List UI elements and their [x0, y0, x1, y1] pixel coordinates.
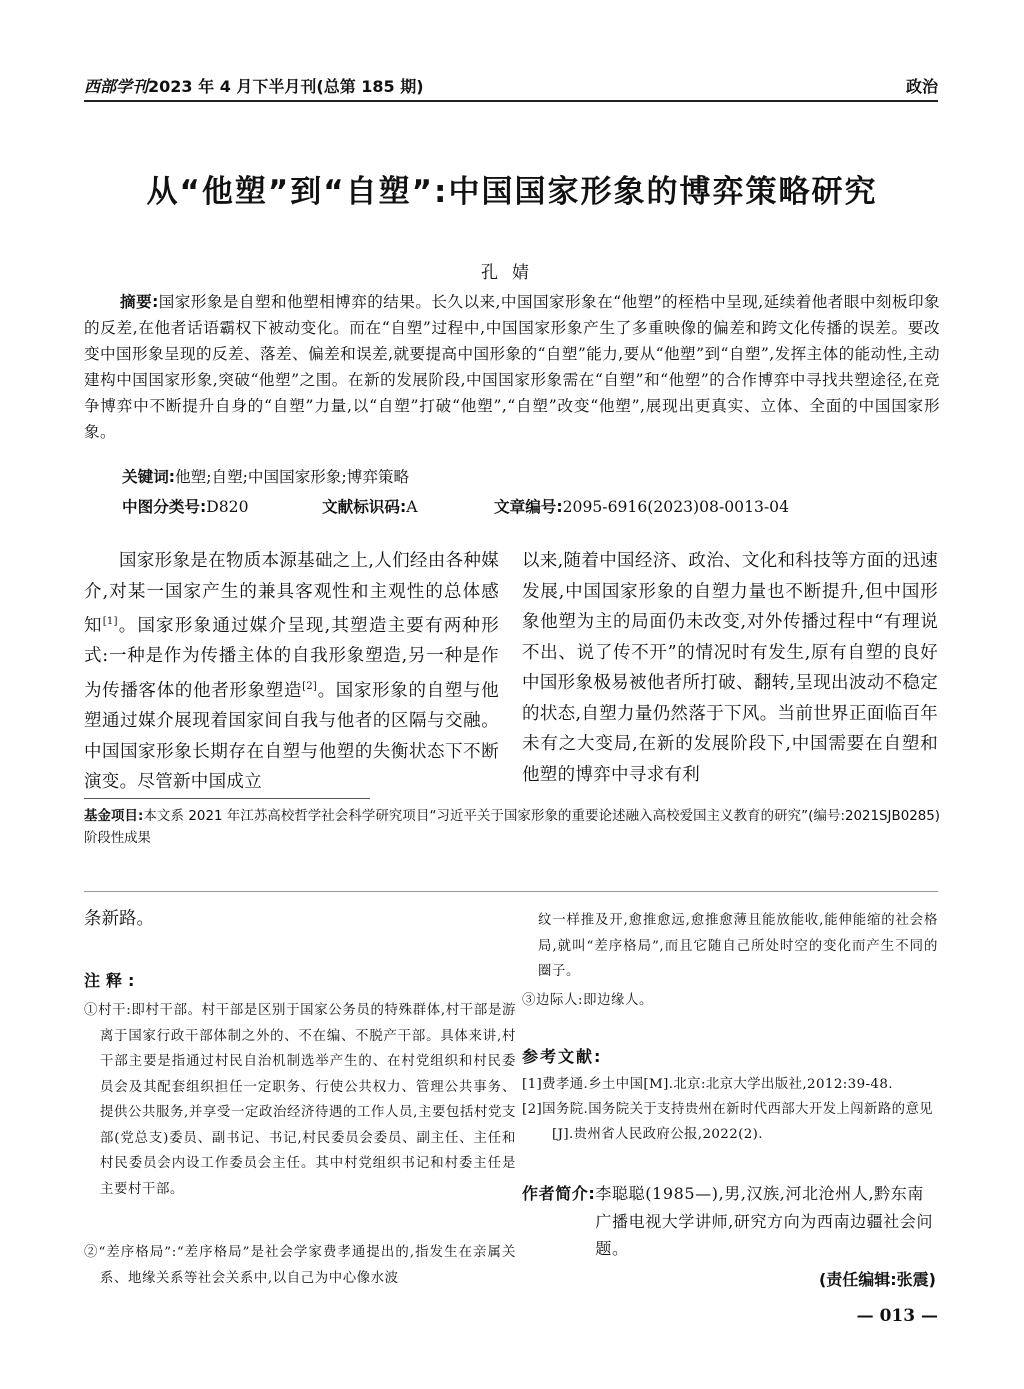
footnote-rule: [84, 798, 370, 799]
note-1: ①村干:即村干部。村干部是区别于国家公务员的特殊群体,村干部是游离于国家行政干部体制之外的、不在编、不脱产干部。具体来讲,村干部主要是指通过村民自治机制选举产生的、在村党组织和村民委员会及其配套组织担任一定职务、行使公共权力、管理公共事务、提供公共服务,并享受一定政治经济待遇的工作人员,主要包括村党支部(党总支)委员、副书记、书记,村民委员会委员、副主任、主任和村民委员会内设工作委员会主任。其中村党组织书记和村委主任是主要村干部。: [84, 1003, 516, 1197]
header-rule: [84, 100, 938, 102]
responsible-editor: (责任编辑:张震): [818, 1270, 936, 1289]
body-text: 。国家形象的自塑与他塑通过媒介展现着国家间自我与他者的区隔与交融。中国国家形象长期存在自塑与他塑的失衡状态下不断演变。尽管新中国成立: [84, 680, 499, 793]
article-no-label: 文章编号:: [494, 498, 563, 516]
bio-text: 李聪聪(1985—),男,汉族,河北沧州人,黔东南广播电视大学讲师,研究方向为西南边疆社会问题。: [595, 1184, 934, 1258]
note-2-continued: 纹一样推及开,愈推愈远,愈推愈薄且能放能收,能伸能缩的社会格局,就叫“差序格局”,而且它随自己所处时空的变化而产生不同的圈子。: [538, 913, 938, 979]
reference-2: [2]国务院.国务院关于支持贵州在新时代西部大开发上闯新路的意见[J].贵州省人民政府公报,2022(2).: [522, 1102, 933, 1142]
section-label: 政治: [905, 77, 938, 96]
references-heading: 参考文献:: [522, 1047, 603, 1066]
keywords-text: 他塑;自塑;中国国家形象;博弈策略: [175, 468, 410, 486]
doc-code-label: 文献标识码:: [322, 498, 407, 516]
abstract: [84, 289, 940, 445]
body-text: 。国家形象通过媒介呈现,其塑造主要有两种形式:一种是作为传播主体的自我形象塑造,另一种是作为传播客体的他者形象塑造: [84, 615, 499, 701]
document-code: [322, 495, 417, 517]
note-3: ③边际人:即边缘人。: [522, 993, 654, 1008]
body-column-right: 以来,随着中国经济、政治、文化和科技等方面的迅速发展,中国国家形象的自塑力量也不断提升,但中国形象他塑为主的局面仍未改变,对外传播过程中“有理说不出、说了传不开”的情况时有发生,原有自塑的良好中国形象极易被他者所打破、翻转,呈现出波动不稳定的状态,自塑力量仍然落于下风。当前世界正面临百年未有之大变局,在新的发展阶段下,中国需要在自塑和他塑的博弈中寻求有利: [522, 551, 938, 785]
section-divider: [84, 891, 938, 892]
issue-info: 2023 年 4 月下半月刊(总第 185 期): [148, 77, 424, 96]
article-number: [494, 495, 789, 517]
citation-2[interactable]: [2]: [302, 680, 318, 692]
abstract-text: 国家形象是自塑和他塑相博弈的结果。长久以来,中国国家形象在“他塑”的桎梏中呈现,延续着他者眼中刻板印象的反差,在他者话语霸权下被动变化。而在“自塑”过程中,中国国家形象产生了多重映像的偏差和跨文化传播的误差。要改变中国形象呈现的反差、落差、偏差和误差,就要提高中国形象的“自塑”能力,要从“他塑”到“自塑”,发挥主体的能动性,主动建构中国国家形象,突破“他塑”之围。在新的发展阶段,中国国家形象需在“自塑”和“他塑”的合作博弈中寻找共塑途径,在竞争博弈中不断提升自身的“自塑”力量,以“自塑”打破“他塑”,“自塑”改变“他塑”,展现出更真实、立体、全面的中国国家形象。: [84, 293, 940, 441]
author-bio: [522, 1180, 940, 1263]
running-header: [84, 74, 424, 97]
page-number: — 013 —: [856, 1306, 938, 1326]
article-title: 从“他塑”到“自塑”:中国国家形象的博弈策略研究: [146, 174, 878, 210]
references-list: [522, 1072, 938, 1147]
journal-logo: 西部学刊: [84, 77, 149, 96]
notes-heading: 注释:: [84, 971, 141, 990]
note-2: ②“差序格局”:“差序格局”是社会学家费孝通提出的,指发生在亲属关系、地缘关系等社会关系中,以自己为中心像水波: [84, 1245, 516, 1286]
keywords-label: 关键词:: [122, 468, 176, 486]
funding-label: 基金项目:: [84, 809, 144, 824]
clc-code: [122, 495, 249, 517]
article-no-value: 2095-6916(2023)08-0013-04: [562, 498, 790, 516]
funding-text: 本文系 2021 年江苏高校哲学社会科学研究项目“习近平关于国家形象的重要论述融入高校爱国主义教育的研究”(编号:2021SJB0285)阶段性成果: [84, 809, 940, 846]
citation-1[interactable]: [1]: [102, 616, 118, 627]
funding-note: [84, 806, 940, 850]
body-column-left: [84, 546, 499, 798]
abstract-label: 摘要:: [120, 293, 159, 311]
reference-1: [1]费孝通.乡土中国[M].北京:北京大学出版社,2012:39-48.: [522, 1077, 893, 1092]
doc-code-value: A: [406, 498, 418, 516]
body-text: 国家形象是在物质本源基础之上,人们经由各种媒介,对某一国家产生的兼具客观性和主观性的总体感知: [84, 551, 499, 636]
clc-label: 中图分类号:: [122, 498, 207, 516]
continued-text: 条新路。: [84, 909, 154, 929]
bio-label: 作者简介:: [522, 1184, 596, 1203]
keywords: [122, 465, 409, 487]
article-author: 孔婧: [481, 263, 543, 283]
clc-value: D820: [206, 498, 249, 516]
